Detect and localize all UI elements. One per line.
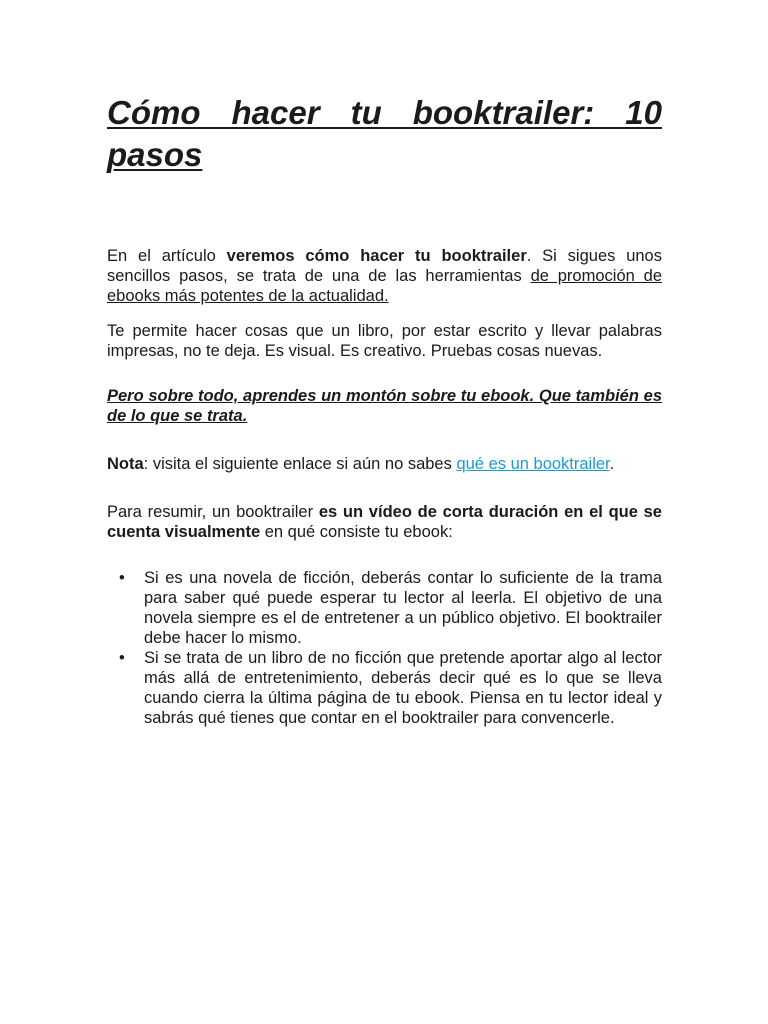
- bullet-icon: •: [119, 569, 125, 587]
- promotion-link[interactable]: de promoción de ebooks más potentes de la actualidad.: [107, 267, 662, 305]
- intro-text-1: En el artículo: [107, 247, 227, 265]
- list-item: [107, 648, 662, 728]
- note-paragraph: [107, 454, 662, 474]
- document-title: Cómo hacer tu booktrailer: 10 pasos: [107, 94, 662, 173]
- note-label: Nota: [107, 455, 144, 473]
- intro-bold-text: veremos cómo hacer tu booktrailer: [226, 247, 527, 265]
- list-item: [107, 568, 662, 648]
- bullet-icon: •: [119, 649, 125, 667]
- note-end: .: [609, 455, 615, 473]
- benefits-paragraph: Te permite hacer cosas que un libro, por estar escrito y llevar palabras impresas, no te deja. Es visual. Es creativo. Pruebas cosas nuevas.: [107, 322, 662, 360]
- intro-paragraph: [107, 246, 662, 306]
- bullet-list: [107, 568, 662, 728]
- summary-bold-text: es un vídeo de corta duración en el que se cuenta visualmente: [107, 503, 662, 541]
- note-text: : visita el siguiente enlace si aún no sabes: [143, 455, 457, 473]
- intro-text-2: . Si sigues unos sencillos pasos, se trata de una de las herramientas: [107, 247, 662, 285]
- document-page: [107, 92, 662, 728]
- summary-paragraph: [107, 502, 662, 542]
- list-item-text: Si es una novela de ficción, deberás contar lo suficiente de la trama para saber qué puede esperar tu lector al leerla. El objetivo de una novela siempre es el de entretener a un público objetivo. El booktrailer debe hacer lo mismo.: [144, 569, 662, 647]
- booktrailer-link[interactable]: qué es un booktrailer: [456, 455, 610, 473]
- summary-text-2: en qué consiste tu ebook:: [260, 523, 453, 541]
- list-item-text: Si se trata de un libro de no ficción que pretende aportar algo al lector más allá de entretenimiento, deberás decir qué es lo que se lleva cuando cierra la última página de tu ebook. Piensa en tu lector ideal y sabrás qué tienes que contar en el booktrailer para convencerle.: [144, 649, 662, 727]
- emphasis-paragraph: Pero sobre todo, aprendes un montón sobre tu ebook. Que también es de lo que se trata.: [107, 387, 662, 425]
- summary-text-1: Para resumir, un booktrailer: [107, 503, 319, 521]
